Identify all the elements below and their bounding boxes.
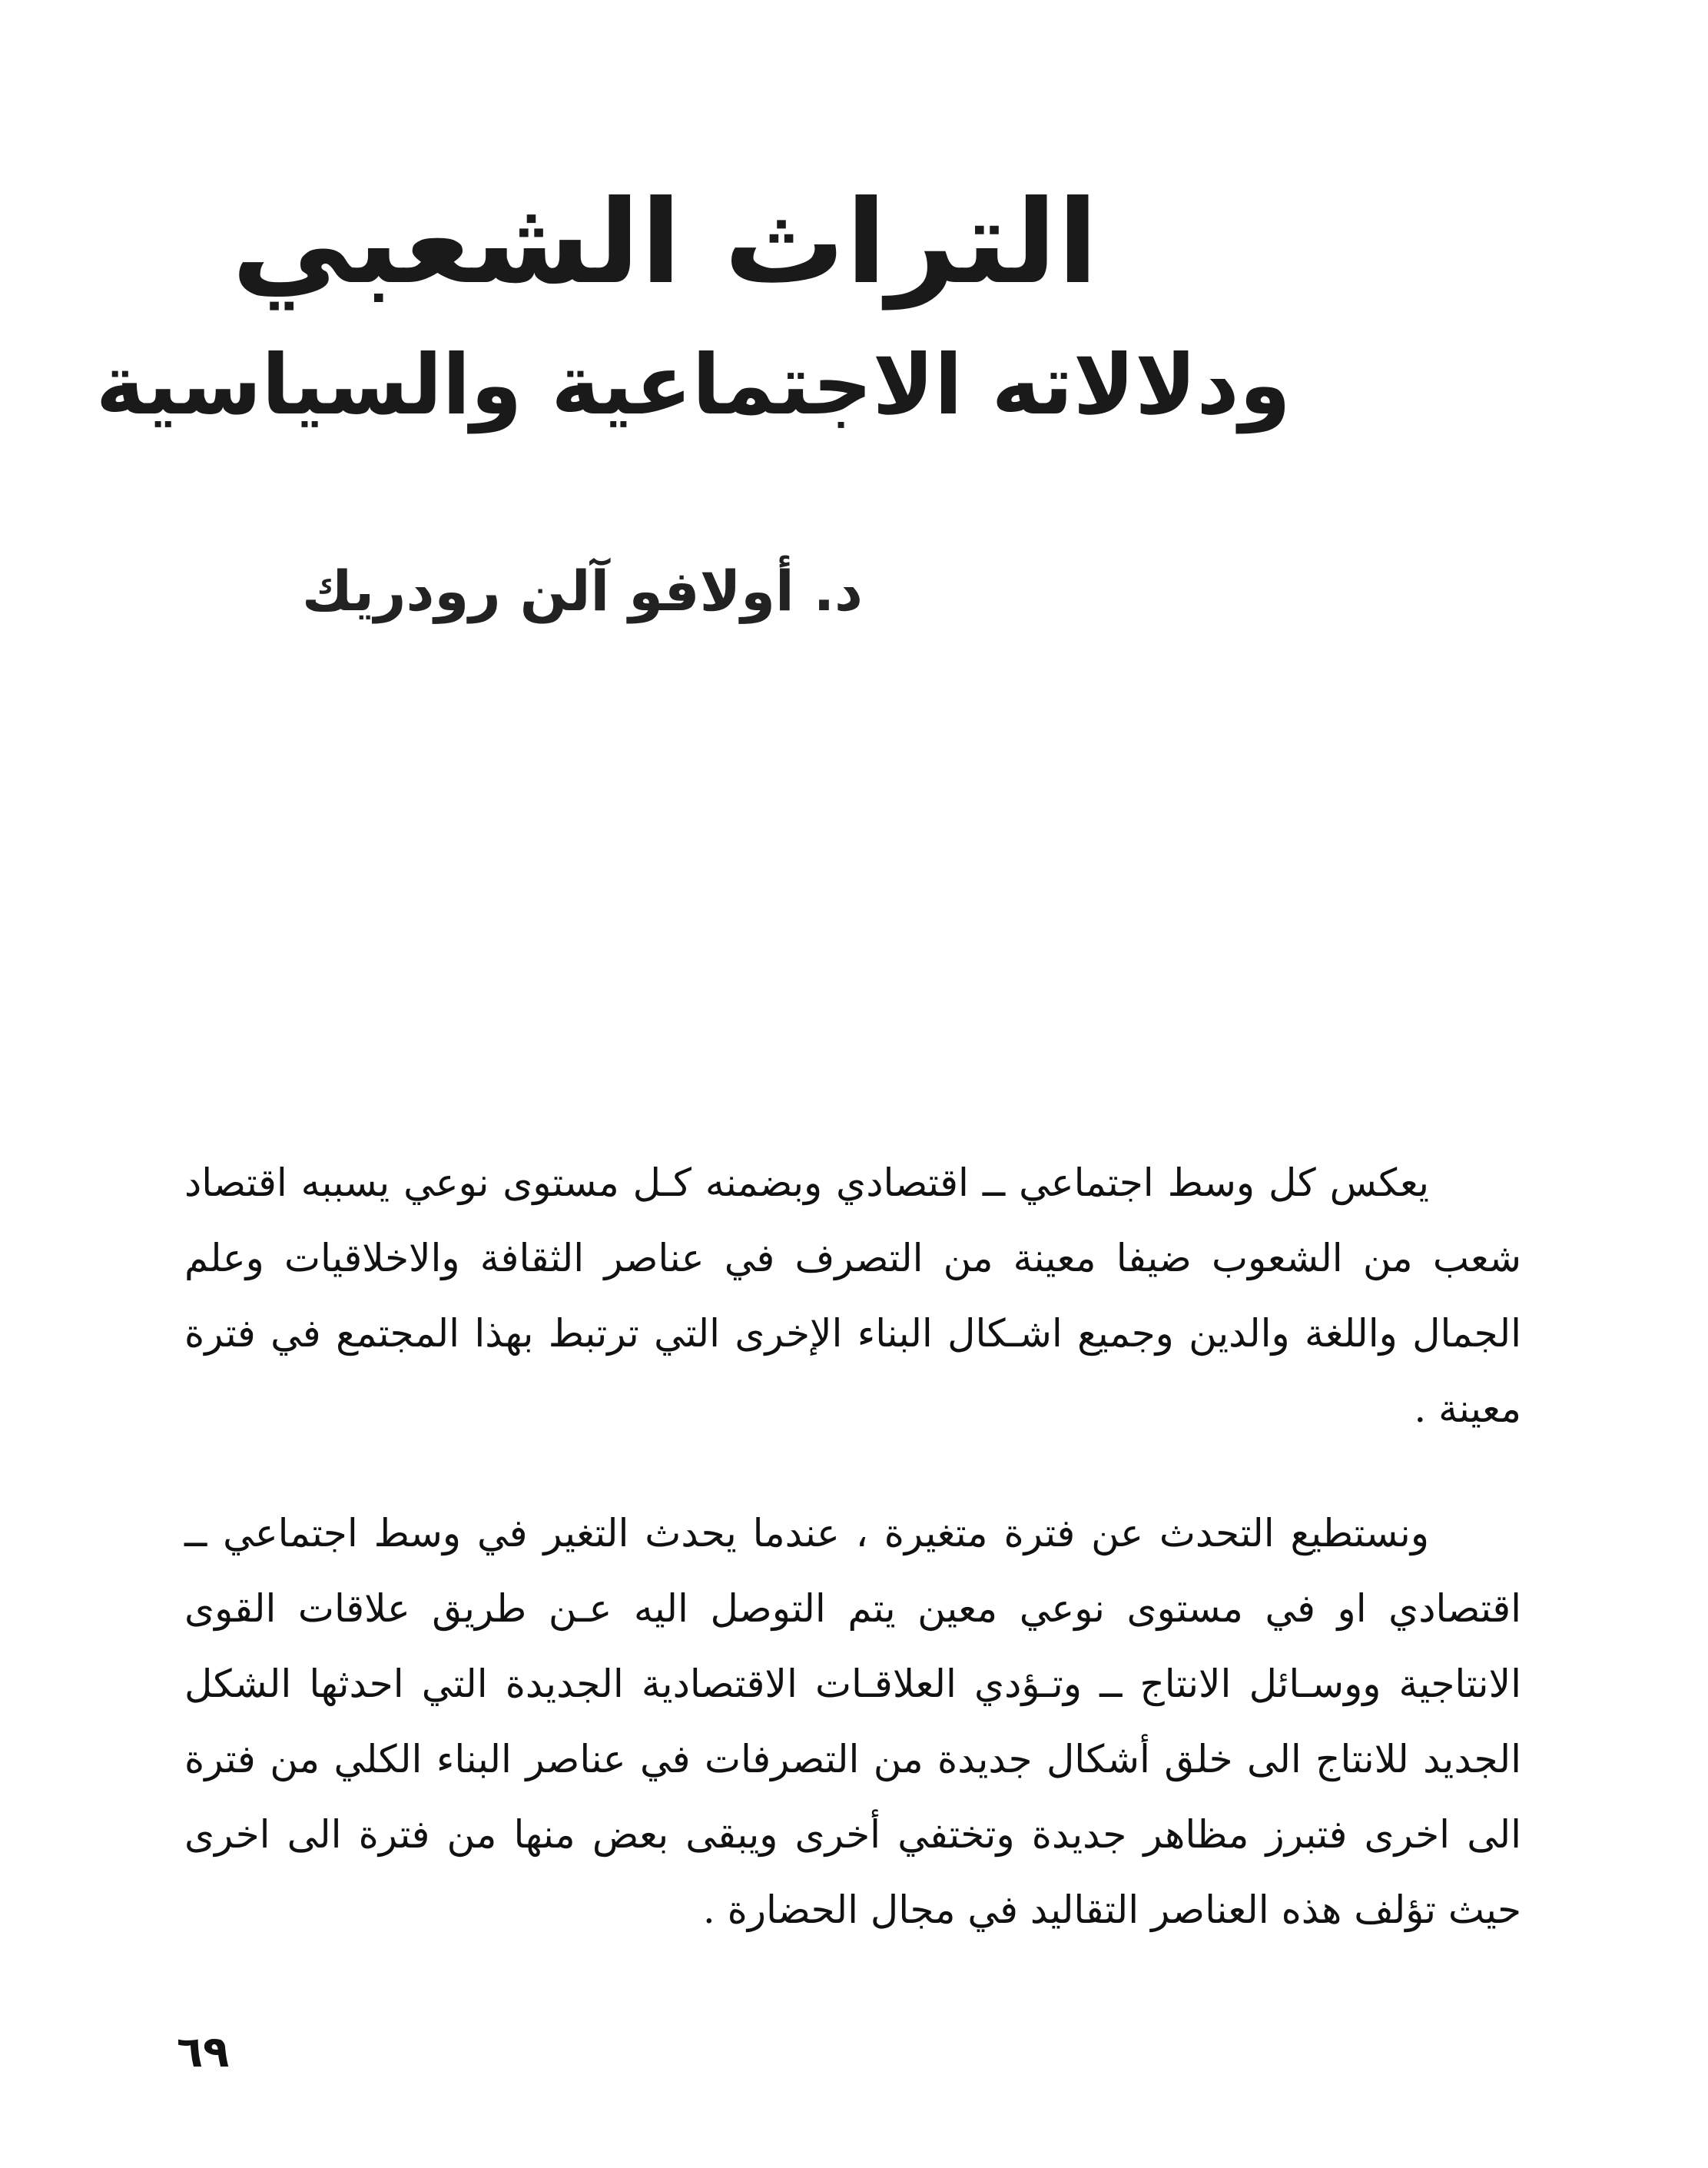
page-subtitle: ودلالاته الاجتماعية والسياسية (95, 337, 1291, 433)
paragraph-2: ونستطيع التحدث عن فترة متغيرة ، عندما يحدث التغير في وسط اجتماعي ــ اقتصادي او في مستوى نوعي معين يتم التوصل اليه عـن طريق علاقات القوى الانتاجية ووسـائل الانتاج ــ وتـؤدي العلاقـات الاقتصادية الجديدة التي احدثها الشكل الجديد للانتاج الى خلق أشكال جديدة من التصرفات في عناصر البناء الكلي من فترة الى اخرى فتبرز مظاهر جديدة وتختفي أخرى ويبقى بعض منها من فترة الى اخرى حيث تؤلف هذه العناصر التقاليد في مجال الحضارة . (184, 1511, 1521, 1932)
page-number: ٦٩ (177, 2027, 230, 2077)
body-text (184, 1145, 1521, 1947)
paragraph-1: يعكس كل وسط اجتماعي ــ اقتصادي وبضمنه كـل مستوى نوعي يسببه اقتصاد شعب من الشعوب ضيفا معينة من التصرف في عناصر الثقافة والاخلاقيات وعلم الجمال واللغة والدين وجميع اشـكال البناء الإخرى التي ترتبط بهذا المجتمع في فترة معينة . (184, 1160, 1521, 1431)
page-title: التراث الشعبي (231, 176, 1099, 310)
author-name: د. أولافو آلن رودريك (301, 559, 863, 623)
